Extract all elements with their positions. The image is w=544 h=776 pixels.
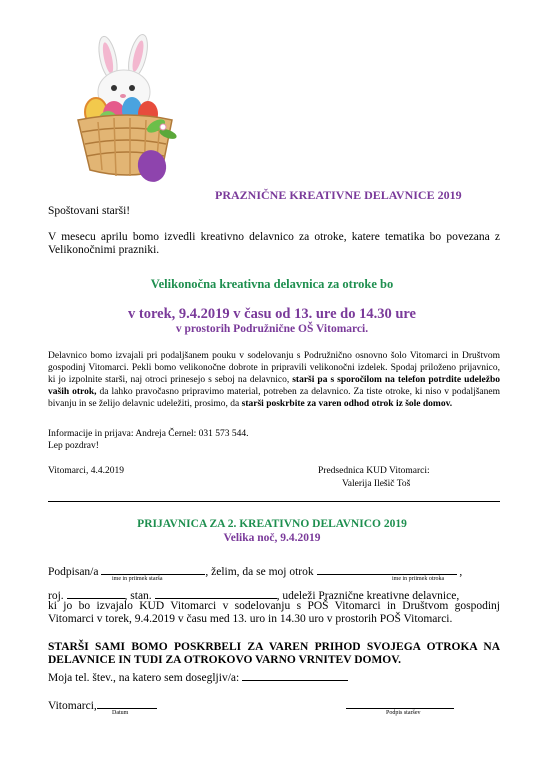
- form-subtitle: Velika noč, 9.4.2019: [223, 532, 321, 544]
- phone-label: Moja tel. štev., na katero sem dosegljiv/a:: [48, 672, 240, 684]
- signatory-name: Valerija Ilešič Toš: [342, 479, 411, 489]
- child-label: , želim, da se moj otrok: [205, 566, 314, 578]
- place-label: Vitomarci,: [48, 700, 97, 712]
- event-heading: Velikonočna kreativna delavnica za otroke bo: [150, 277, 394, 291]
- parent-name-field[interactable]: [101, 563, 205, 575]
- place-line: [48, 697, 157, 713]
- body-paragraph: [48, 350, 500, 410]
- body-bold-2: starši poskrbite za varen odhod otrok iz šole domov.: [241, 399, 453, 409]
- place-date: Vitomarci, 4.4.2019: [48, 466, 124, 476]
- birth-label: roj.: [48, 590, 64, 602]
- child-name-field[interactable]: [317, 563, 457, 575]
- signature-field[interactable]: [346, 708, 454, 709]
- date-hint: Datum: [112, 710, 129, 716]
- easter-basket-illustration: [68, 30, 188, 190]
- birth-date-field[interactable]: [67, 587, 125, 599]
- salutation: Spoštovani starši!: [48, 205, 131, 217]
- body-bold-1: starši pa s sporočilom na telefon potrdite udeležbo vaših otrok,: [48, 375, 500, 397]
- closing-greeting: Lep pozdrav!: [48, 441, 99, 451]
- parent-notice: STARŠI SAMI BOMO POSKRBELI ZA VAREN PRIHOD SVOJEGA OTROKA NA DELAVNICE IN TUDI ZA OTROKOVO VARNO VRNITEV DOMOV.: [48, 641, 500, 666]
- body-text-1: Delavnico bomo izvajali pri podaljšanem pouku v sodelovanju s Podružnično osnovno šolo Vitomarci in Društvom gospodinj Vitomarci. Pekli bomo velikonočne dobrote in pripravili velikonočni izdelek. Spodaj priloženo prijavnico, ki jo izpolnite starši, naj otroci prinesejo s seboj na delavnico,: [48, 351, 500, 385]
- date-field[interactable]: [97, 697, 157, 709]
- phone-field[interactable]: [242, 669, 348, 681]
- intro-paragraph: V mesecu aprilu bomo izvedli kreativno delavnico za otroke, katere tematika bo povezana z Velikonočnimi prazniki.: [48, 231, 500, 256]
- divider: [48, 501, 500, 502]
- event-datetime: v torek, 9.4.2019 v času od 13. ure do 14.30 ure: [128, 306, 416, 322]
- contact-info: Informacije in prijava: Andreja Černel: 031 573 544.: [48, 429, 249, 439]
- address-field[interactable]: [155, 587, 277, 599]
- parent-name-hint: ime in priimek starša: [112, 576, 163, 582]
- form-title: PRIJAVNICA ZA 2. KREATIVNO DELAVNICO 2019: [137, 518, 407, 530]
- event-location: v prostorih Podružnične OŠ Vitomarci.: [175, 323, 369, 335]
- workshop-label: , udeleži Praznične kreativne delavnice,: [276, 590, 460, 602]
- form-line-3: ki jo bo izvajalo KUD Vitomarci v sodelovanju s POŠ Vitomarci in Društvom gospodinj: [48, 600, 500, 612]
- form-line-4: Vitomarci v torek, 9.4.2019 v času med 13. uro in 14.30 uro v prostorih POŠ Vitomarci.: [48, 613, 453, 625]
- signature-hint: Podpis staršev: [386, 710, 421, 716]
- body-text-2: da lahko pravočasno pripravimo material, potreben za delavnico. Za tiste otroke, ki niso v podaljšanem bivanju in se želijo delavnic udeležiti, prosimo, da: [48, 387, 500, 409]
- address-label: , stan.: [124, 590, 152, 602]
- phone-line: [48, 669, 348, 685]
- signer-label: Podpisan/a: [48, 566, 99, 578]
- line1-comma: ,: [459, 566, 463, 578]
- signatory-role: Predsednica KUD Vitomarci:: [318, 466, 430, 476]
- page-title: PRAZNIČNE KREATIVNE DELAVNICE 2019: [215, 188, 462, 202]
- child-name-hint: ime in priimek otroka: [392, 576, 445, 582]
